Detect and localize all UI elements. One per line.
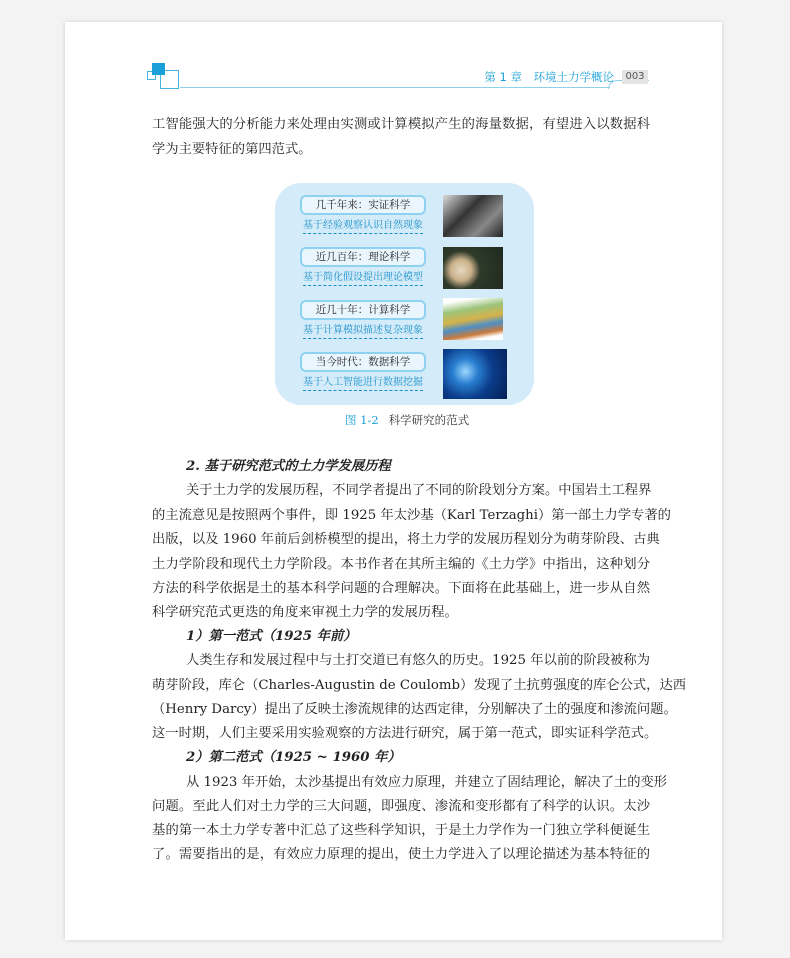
section-heading: 2. 基于研究范式的土力学发展历程: [186, 459, 391, 474]
subsection-heading: 1）第一范式（1925 年前）: [186, 629, 357, 644]
paradigm-description: 基于经验观察认识自然现象: [303, 219, 423, 234]
digital-head-image: [443, 349, 507, 399]
body-line: 问题。至此人们对土力学的三大问题，即强度、渗流和变形都有了科学的认识。太沙: [152, 799, 650, 814]
paradigm-description: 基于计算模拟描述复杂现象: [303, 324, 423, 339]
paradigm-label: 当今时代：数据科学: [300, 352, 426, 372]
body-line: 学为主要特征的第四范式。: [152, 142, 312, 157]
paradigm-description: 基于人工智能进行数据挖掘: [303, 376, 423, 391]
body-line: 出版，以及 1960 年前后剑桥模型的提出，将土力学的发展历程划分为萌芽阶段、古典: [152, 532, 660, 547]
header-rule: [180, 87, 610, 88]
body-line: 基的第一本土力学专著中汇总了这些科学知识，于是土力学作为一门独立学科便诞生: [152, 823, 650, 838]
telescope-photo: [443, 195, 503, 237]
scientist-blackboard-photo: [443, 247, 503, 289]
figure-caption-text: 科学研究的范式: [388, 413, 470, 427]
body-line: 的主流意见是按照两个事件，即 1925 年太沙基（Karl Terzaghi）第一部土力学专著的: [152, 508, 671, 523]
body-line: 工智能强大的分析能力来处理由实测或计算模拟产生的海量数据，有望进入以数据科: [152, 117, 650, 132]
body-line: 萌芽阶段，库仑（Charles-Augustin de Coulomb）发现了土抗剪强度的库仑公式，达西: [152, 678, 687, 693]
figure-caption: [345, 412, 469, 428]
terrain-model-render: [443, 298, 503, 340]
paradigm-description: 基于简化假设提出理论模型: [303, 271, 423, 286]
paradigm-label: 近几十年：计算科学: [300, 300, 426, 320]
body-line: 科学研究范式更迭的角度来审视土力学的发展历程。: [152, 605, 458, 620]
figure-number: 图 1-2: [345, 413, 379, 427]
body-line: 人类生存和发展过程中与土打交道已有悠久的历史。1925 年以前的阶段被称为: [186, 653, 650, 668]
paradigm-label: 几千年来：实证科学: [300, 195, 426, 215]
page-number: 003: [622, 70, 648, 84]
running-header: [484, 69, 648, 85]
running-header-chapter: 第 1 章 环境土力学概论: [484, 70, 614, 84]
subsection-heading: 2）第二范式（1925 ~ 1960 年）: [186, 750, 401, 765]
body-line: 了。需要指出的是，有效应力原理的提出，使土力学进入了以理论描述为基本特征的: [152, 847, 650, 862]
header-decoration: [152, 63, 165, 75]
body-line: （Henry Darcy）提出了反映土渗流规律的达西定律，分别解决了土的强度和渗流问题。: [152, 702, 677, 717]
body-line: 这一时期，人们主要采用实验观察的方法进行研究，属于第一范式，即实证科学范式。: [152, 726, 658, 741]
body-line: 关于土力学的发展历程，不同学者提出了不同的阶段划分方案。中国岩土工程界: [186, 483, 652, 498]
body-line: 方法的科学依据是土的基本科学问题的合理解决。下面将在此基础上，进一步从自然: [152, 581, 650, 596]
body-line: 从 1923 年开始，太沙基提出有效应力原理，并建立了固结理论，解决了土的变形: [186, 775, 668, 790]
paradigm-label: 近几百年：理论科学: [300, 247, 426, 267]
figure-research-paradigms: [275, 183, 534, 405]
body-line: 土力学阶段和现代土力学阶段。本书作者在其所主编的《土力学》中指出，这种划分: [152, 557, 650, 572]
